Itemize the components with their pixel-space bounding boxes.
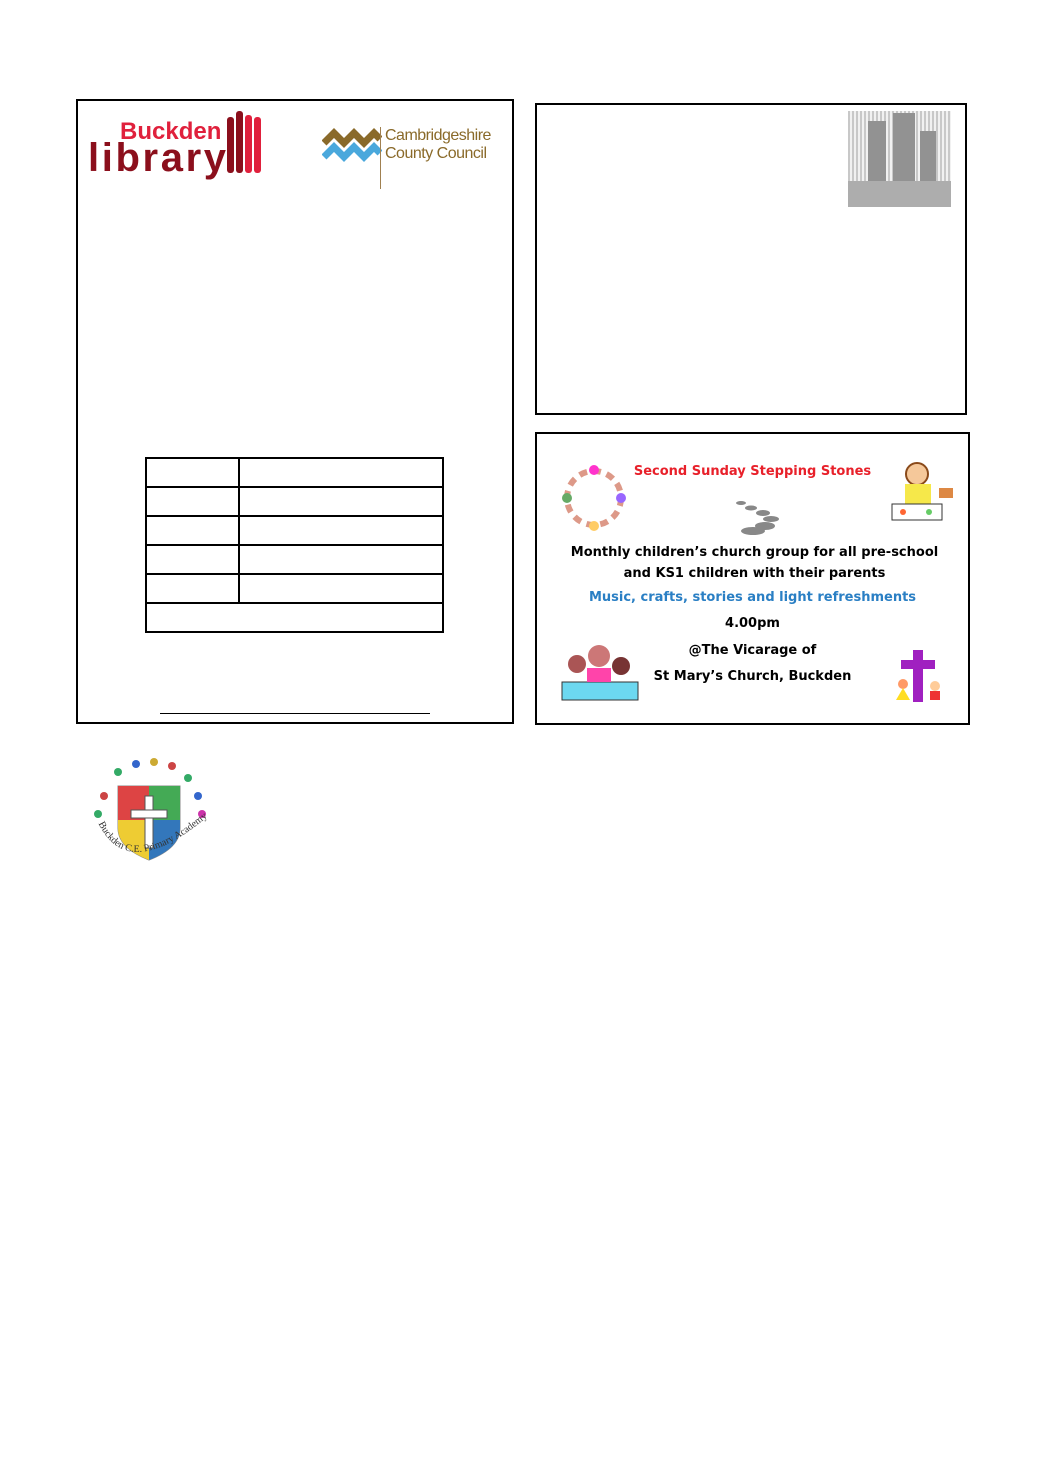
- council-line2: County Council: [385, 145, 487, 162]
- stepping-stones-title: Second Sunday Stepping Stones: [633, 464, 872, 479]
- school-logo: [84, 756, 214, 880]
- children-crafts-clipart: [557, 640, 643, 704]
- table-row: [146, 545, 443, 574]
- castle-image: [848, 111, 951, 207]
- table-row: [146, 516, 443, 545]
- children-circle-clipart: [555, 462, 633, 534]
- stepping-stones-icon: [733, 498, 785, 536]
- cross-children-clipart: [889, 648, 955, 704]
- venue-line1: @The Vicarage of: [688, 643, 817, 658]
- child-painting-clipart: [887, 460, 957, 524]
- table-row: [146, 574, 443, 603]
- group-description: Monthly children’s church group for all pre-school and KS1 children with their parents: [570, 545, 939, 581]
- venue-line2: St Mary’s Church, Buckden: [653, 669, 852, 684]
- table-row: [146, 603, 443, 632]
- table-row: [146, 487, 443, 516]
- logo-buckden: Buckden: [120, 118, 222, 145]
- cambridgeshire-council-logo: [322, 121, 492, 191]
- buckden-library-logo: [88, 107, 268, 193]
- table-row: [146, 458, 443, 487]
- castle-notice-box: [535, 103, 967, 415]
- activities-text: Music, crafts, stories and light refreshments: [588, 590, 917, 605]
- council-line1: Cambridgeshire: [385, 127, 491, 144]
- school-name: Buckden C.E. Primary Academy: [95, 810, 210, 856]
- council-wave-icon: [322, 127, 382, 167]
- time-text: 4.00pm: [725, 616, 780, 631]
- logo-library: library: [88, 136, 226, 180]
- signature-line: [160, 713, 430, 714]
- opening-hours-table: [145, 457, 444, 633]
- stepping-stones-box: [535, 432, 970, 725]
